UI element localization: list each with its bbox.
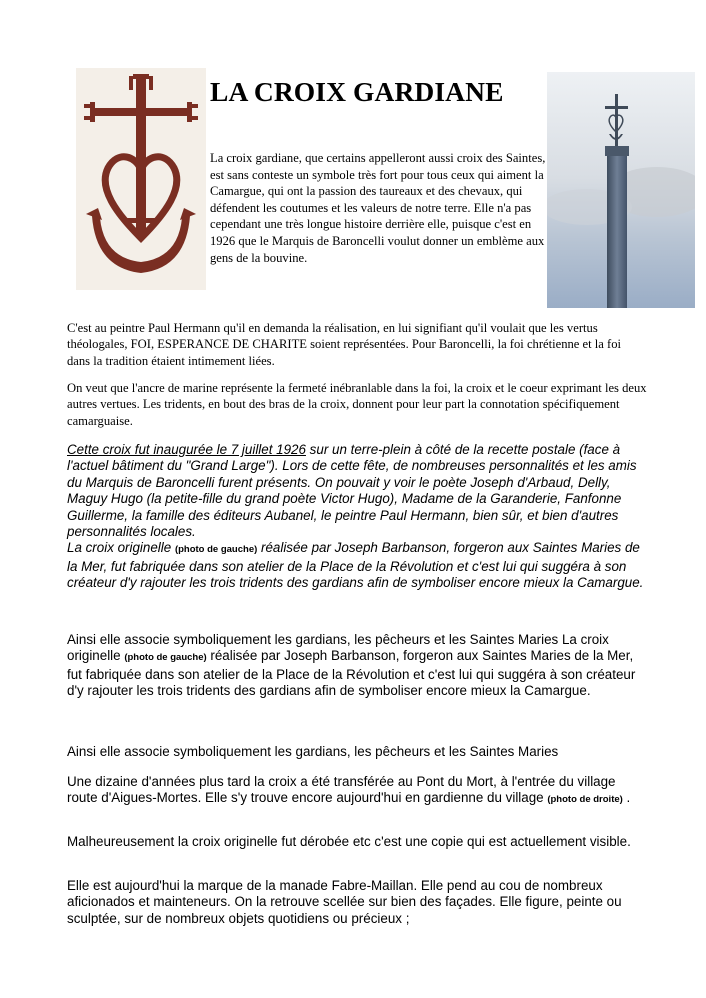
paragraph-pont-du-mort bbox=[67, 774, 647, 809]
pont-du-mort-text: Une dizaine d'années plus tard la croix a été transférée au Pont du Mort, à l'entrée du village route d'Aigues-Mortes. Elle s'y trouve encore aujourd'hui en gardienne du village bbox=[67, 774, 616, 806]
paragraph-gardians: Ainsi elle associe symboliquement les gardians, les pêcheurs et les Saintes Maries bbox=[67, 744, 559, 759]
croix-originelle-text: La croix originelle bbox=[67, 540, 175, 556]
paragraph-copie: Malheureusement la croix originelle fut dérobée etc c'est une copie qui est actuellement visible. bbox=[67, 834, 631, 849]
inauguration-text: sur un terre-plein à côté de la recette postale (face à l'actuel bâtiment du "Grand Large"). Lors de cette fête, de nombreuses personnalités et les amis du Marquis de Baroncelli furent présents. On pouvait y voir le poète Joseph d'Arbaud, Delly, Maguy Hugo (la petite-fille du grand poète Victor Hugo), Madame de la Garanderie, Fanfonne Guillerme, la famille des éditeurs Aubanel, le peintre Paul Hermann, bien sûr, et bien d'autres personnalités locales. bbox=[67, 442, 637, 540]
croix-column-photo bbox=[547, 72, 695, 308]
inauguration-link[interactable]: Cette croix fut inaugurée le 7 juillet 1926 bbox=[67, 442, 306, 457]
symbolique-text: Ainsi elle associe symboliquement les gardians, les pêcheurs et les Saintes Maries La croix originelle bbox=[67, 632, 609, 664]
page-title: LA CROIX GARDIANE bbox=[210, 76, 504, 107]
symbolique-block bbox=[67, 632, 647, 700]
barbanson-text-2: réalisée par Joseph Barbanson, forgeron aux Saintes Maries de la Mer, fut fabriquée dans son atelier de la Place de la Révolution et c'est lui qui suggéra à son créateur d'y rajouter les trois tridents des gardians afin de symboliser encore mieux la Camargue. bbox=[67, 648, 636, 699]
intro-paragraph: La croix gardiane, que certains appelleront aussi croix des Saintes, est sans conteste un symbole très fort pour tous ceux qui aiment la Camargue, qui ont la passion des taureaux et des chevaux, qui défendent les coutumes et les valeurs de notre terre. Elle n'a pas cependant une très longue histoire derrière elle, puisque c'est en 1926 que le Marquis de Baroncelli voulut donner un emblème aux gens de la bouvine. bbox=[210, 151, 546, 265]
paragraph-hermann: C'est au peintre Paul Hermann qu'il en demanda la réalisation, en lui signifiant qu'il voulait que les vertus théologales, FOI, ESPERANCE DE CHARITE soient représentées. Pour Baroncelli, la foi chrétienne et la foi dans la tradition étaient intimement liées. bbox=[67, 321, 621, 368]
column-cross-icon bbox=[547, 72, 695, 308]
barbanson-text: réalisée par Joseph Barbanson, forgeron aux Saintes Maries de la Mer, fut fabriquée dans son atelier de la Place de la Révolution et c'est lui qui suggéra à son créateur d'y rajouter les trois tridents des gardians afin de symboliser encore mieux la Camargue. bbox=[67, 540, 644, 591]
photo-gauche-note-2: (photo de gauche) bbox=[124, 652, 207, 664]
inauguration-block bbox=[67, 442, 647, 592]
paragraph-ancre: On veut que l'ancre de marine représente la fermeté inébranlable dans la foi, la croix et le coeur exprimant les deux autres vertues. Les tridents, en bout des bras de la croix, donnent pour leur part la connotation spécifiquement camarguaise. bbox=[67, 381, 647, 428]
photo-droite-note: (photo de droite) bbox=[547, 794, 623, 806]
cross-anchor-heart-icon bbox=[76, 68, 206, 290]
photo-gauche-note: (photo de gauche) bbox=[174, 544, 258, 556]
croix-gardiane-image bbox=[76, 68, 206, 290]
pont-du-mort-end: . bbox=[622, 790, 631, 806]
paragraph-manade: Elle est aujourd'hui la marque de la manade Fabre-Maillan. Elle pend au cou de nombreux aficionados et mainteneurs. On la retrouve scellée sur bien des façades. Elle figure, peinte ou sculptée, sur de nombreux objets quotidiens ou précieux ; bbox=[67, 878, 622, 926]
